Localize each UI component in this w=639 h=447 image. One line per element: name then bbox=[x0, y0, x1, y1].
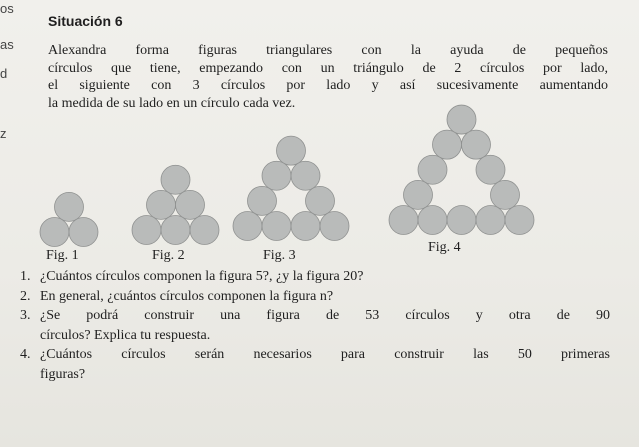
figure-label: Fig. 4 bbox=[428, 240, 461, 255]
statement-line: círculos que tiene, empezando con un triángulo de 2 círculos por lado, bbox=[48, 60, 608, 76]
figure-4 bbox=[389, 105, 534, 234]
circle bbox=[418, 206, 447, 235]
circle bbox=[433, 130, 462, 159]
figure-label: Fig. 1 bbox=[46, 248, 79, 263]
circle bbox=[389, 206, 418, 235]
question-text: ¿Cuántos círculos componen la figura 5?, ¿y la figura 20? bbox=[40, 269, 364, 284]
figure-label: Fig. 2 bbox=[152, 248, 185, 263]
circle bbox=[40, 218, 69, 247]
circle bbox=[248, 186, 277, 215]
figure-label: Fig. 3 bbox=[263, 248, 296, 263]
question-item bbox=[20, 345, 610, 384]
question-text: ¿Cuántos círculos serán necesarios para construir las 50 primeras bbox=[40, 347, 610, 362]
circle bbox=[418, 155, 447, 184]
circle bbox=[447, 206, 476, 235]
circle bbox=[69, 218, 98, 247]
margin-fragment: z bbox=[0, 126, 7, 141]
question-text: círculos? Explica tu respuesta. bbox=[40, 327, 211, 343]
margin-fragment: as bbox=[0, 37, 14, 52]
circle bbox=[161, 216, 190, 245]
question-item bbox=[20, 306, 610, 345]
circle bbox=[306, 186, 335, 215]
margin-fragment: d bbox=[0, 66, 8, 81]
question-text: figuras? bbox=[40, 366, 86, 382]
circle bbox=[447, 105, 476, 134]
question-text: ¿Se podrá construir una figura de 53 círculos y otra de 90 bbox=[40, 308, 610, 323]
circle bbox=[190, 216, 219, 245]
circle bbox=[404, 180, 433, 209]
circle bbox=[277, 136, 306, 165]
question-number: 3. bbox=[20, 308, 31, 323]
circle bbox=[262, 212, 291, 241]
circle bbox=[161, 165, 190, 194]
question-text: En general, ¿cuántos círculos componen la figura n? bbox=[40, 288, 334, 304]
circle bbox=[147, 190, 176, 219]
circle bbox=[505, 206, 534, 235]
figure-2 bbox=[132, 165, 219, 244]
circle bbox=[291, 212, 320, 241]
figure-1 bbox=[40, 192, 98, 246]
figure-3 bbox=[233, 136, 349, 240]
margin-fragment: os bbox=[0, 1, 14, 16]
question-item bbox=[20, 267, 610, 287]
circle bbox=[233, 212, 262, 241]
question-number: 1. bbox=[20, 269, 31, 284]
circle bbox=[476, 206, 505, 235]
circle bbox=[476, 155, 505, 184]
circle bbox=[491, 180, 520, 209]
statement-line: Alexandra forma figuras triangulares con la ayuda de pequeños bbox=[48, 43, 608, 58]
circle bbox=[262, 161, 291, 190]
statement-line: la medida de su lado en un círculo cada vez. bbox=[48, 95, 296, 111]
circle bbox=[320, 212, 349, 241]
question-list bbox=[20, 267, 610, 384]
circle bbox=[291, 161, 320, 190]
question-number: 2. bbox=[20, 288, 31, 304]
question-item bbox=[20, 287, 610, 307]
section-title: Situación 6 bbox=[48, 13, 123, 29]
circle bbox=[55, 192, 84, 221]
circle bbox=[176, 190, 205, 219]
question-number: 4. bbox=[20, 347, 31, 362]
circle bbox=[462, 130, 491, 159]
statement-line: el siguiente con 3 círculos por lado y así sucesivamente aumentando bbox=[48, 78, 608, 93]
circle bbox=[132, 216, 161, 245]
